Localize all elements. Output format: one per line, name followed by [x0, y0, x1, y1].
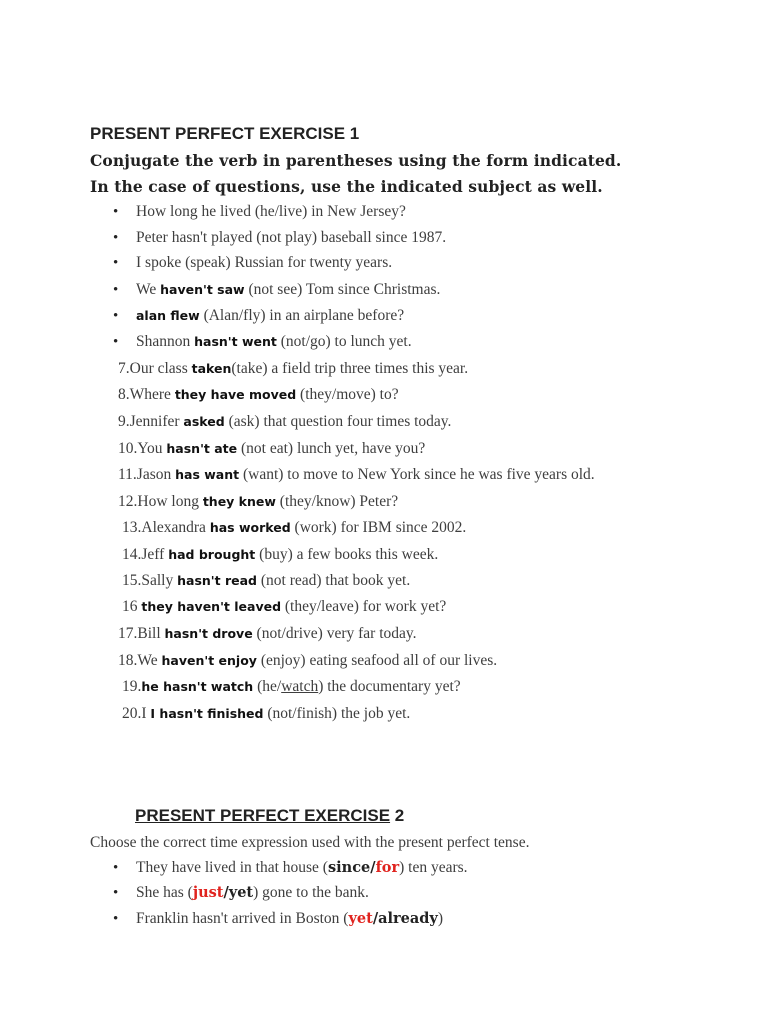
numbered-item	[118, 413, 451, 431]
answer-text: has worked	[209, 520, 291, 535]
bullet-dot: •	[113, 282, 119, 298]
item-text: 10.You	[118, 440, 167, 457]
item-text: 18.We	[118, 652, 162, 669]
bullet-dot: •	[113, 204, 119, 220]
answer-text: asked	[183, 414, 225, 429]
item-text: 9.Jennifer	[118, 413, 184, 430]
numbered-item	[122, 598, 446, 616]
list-item	[136, 229, 446, 247]
item-text: (want) to move to New York since he was five years old.	[239, 466, 595, 483]
option-separator: /	[372, 910, 379, 927]
item-text: (they/leave) for work yet?	[281, 598, 447, 615]
list-item	[136, 910, 443, 928]
item-text: 19.	[122, 678, 142, 695]
item-text: ) the documentary yet?	[318, 678, 461, 695]
list-item	[136, 281, 440, 299]
bullet-dot: •	[113, 860, 119, 876]
item-text: They have lived in that house (	[136, 859, 328, 876]
answer-text: they have moved	[174, 387, 297, 402]
option-2: yet	[228, 884, 254, 901]
item-text: (they/know) Peter?	[275, 493, 399, 510]
instruction-line-1: Conjugate the verb in parentheses using the form indicated.	[90, 151, 622, 170]
numbered-item	[122, 572, 410, 590]
item-text: She has (	[136, 884, 193, 901]
item-text: (not/drive) very far today.	[252, 625, 417, 642]
option-1: since	[327, 859, 371, 876]
answer-text: taken	[191, 361, 232, 376]
item-text: (take) a field trip three times this year.	[231, 360, 469, 377]
item-text: 14.Jeff	[122, 546, 169, 563]
bullet-dot: •	[113, 885, 119, 901]
instruction-line-2: In the case of questions, use the indicated subject as well.	[90, 177, 603, 196]
option-1: yet	[348, 910, 373, 927]
option-2: already	[378, 910, 438, 927]
list-item	[136, 307, 404, 325]
item-text: 12.How long	[118, 493, 203, 510]
item-text: Franklin hasn't arrived in Boston (	[136, 910, 349, 927]
list-item	[136, 884, 369, 902]
numbered-item	[118, 360, 468, 378]
item-text: 16	[122, 598, 142, 615]
item-text: ) ten years.	[399, 859, 468, 876]
option-2: for	[375, 859, 400, 876]
option-separator: /	[223, 884, 229, 901]
exercise2-title	[135, 806, 404, 826]
numbered-item	[118, 386, 399, 404]
answer-text: had brought	[168, 547, 256, 562]
item-text: 20.I	[122, 705, 151, 722]
answer-text: hasn't read	[177, 573, 257, 588]
numbered-item	[118, 493, 398, 511]
item-text-underlined: watch	[281, 678, 319, 695]
numbered-item	[118, 625, 417, 643]
list-item	[136, 254, 392, 272]
bullet-dot: •	[113, 911, 119, 927]
item-text: (not read) that book yet.	[256, 572, 411, 589]
numbered-item	[118, 466, 595, 484]
item-text: 17.Bill	[118, 625, 165, 642]
item-text: 15.Sally	[122, 572, 178, 589]
item-text: (not see) Tom since Christmas.	[244, 281, 441, 298]
exercise2-intro: Choose the correct time expression used with the present perfect tense.	[90, 834, 530, 851]
numbered-item	[122, 546, 438, 564]
item-text: (ask) that question four times today.	[224, 413, 452, 430]
item-text: How long he lived (he/live) in New Jersey?	[136, 203, 406, 220]
answer-text: haven't enjoy	[161, 653, 257, 668]
item-text: 11.Jason	[118, 466, 176, 483]
item-text: (they/move) to?	[296, 386, 399, 403]
exercise2-title-text: PRESENT PERFECT EXERCISE	[135, 806, 391, 825]
answer-text: haven't saw	[160, 282, 245, 297]
bullet-dot: •	[113, 230, 119, 246]
item-text: (not eat) lunch yet, have you?	[237, 440, 426, 457]
item-text: (work) for IBM since 2002.	[290, 519, 467, 536]
answer-text: alan flew	[136, 308, 200, 323]
numbered-item	[122, 678, 461, 696]
item-text: (not/finish) the job yet.	[263, 705, 411, 722]
item-text: (he/	[253, 678, 282, 695]
item-text: Shannon	[136, 333, 195, 350]
exercise1-title: PRESENT PERFECT EXERCISE 1	[90, 124, 360, 143]
list-item	[136, 333, 412, 351]
item-text: (enjoy) eating seafood all of our lives.	[256, 652, 498, 669]
numbered-item	[122, 705, 410, 723]
exercise2-title-number: 2	[390, 806, 405, 825]
answer-text: has want	[175, 467, 240, 482]
numbered-item	[118, 440, 425, 458]
item-text: 7.Our class	[118, 360, 192, 377]
item-text: (Alan/fly) in an airplane before?	[199, 307, 405, 324]
item-text: (not/go) to lunch yet.	[276, 333, 412, 350]
answer-text: they knew	[202, 494, 276, 509]
list-item	[136, 203, 406, 221]
bullet-dot: •	[113, 334, 119, 350]
option-1: just	[192, 884, 224, 901]
item-text: (buy) a few books this week.	[255, 546, 439, 563]
item-text: Peter hasn't played (not play) baseball since 1987.	[136, 229, 447, 246]
item-text: 8.Where	[118, 386, 175, 403]
item-text: )	[437, 910, 444, 927]
item-text: 13.Alexandra	[122, 519, 210, 536]
numbered-item	[122, 519, 466, 537]
item-text: ) gone to the bank.	[253, 884, 369, 901]
item-text: I spoke (speak) Russian for twenty years.	[136, 254, 393, 271]
answer-text: they haven't leaved	[141, 599, 282, 614]
answer-text: hasn't drove	[164, 626, 253, 641]
answer-text: hasn't ate	[166, 441, 238, 456]
answer-text: he hasn't watch	[141, 679, 254, 694]
item-text: We	[136, 281, 161, 298]
bullet-dot: •	[113, 308, 119, 324]
answer-text: I hasn't finished	[150, 706, 264, 721]
option-separator: /	[370, 859, 376, 876]
bullet-dot: •	[113, 255, 119, 271]
list-item	[136, 859, 468, 877]
numbered-item	[118, 652, 497, 670]
answer-text: hasn't went	[194, 334, 277, 349]
